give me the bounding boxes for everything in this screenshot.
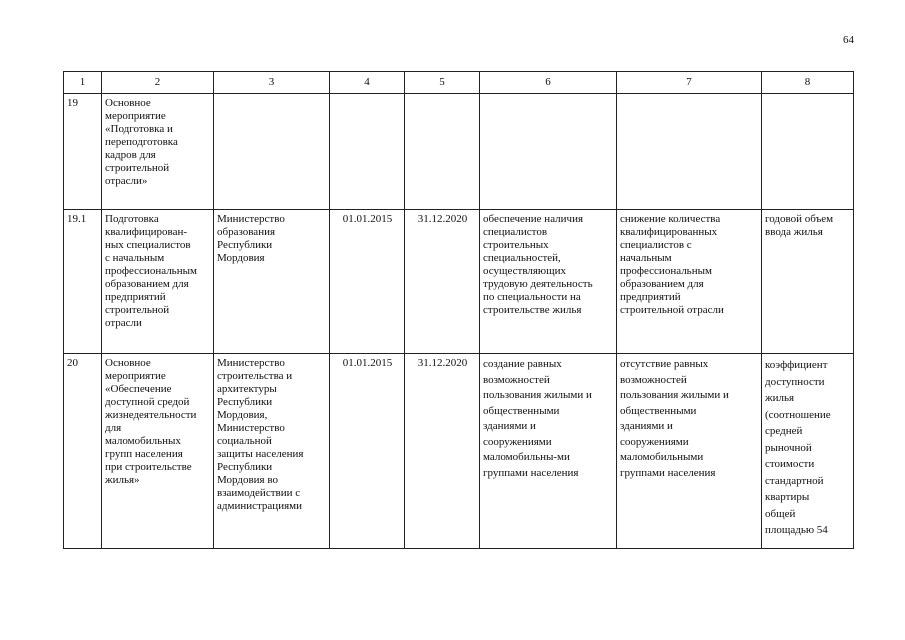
row-number: 20 <box>64 354 102 549</box>
end-date: 31.12.2020 <box>405 354 480 549</box>
expected-result <box>480 94 617 210</box>
expected-result: создание равных возможностей пользования жилыми и общественными зданиями и сооружениями маломобильны-ми группами населения <box>480 354 617 549</box>
table-row <box>64 94 854 210</box>
start-date: 01.01.2015 <box>330 354 405 549</box>
executor: Министерство образования Республики Мордовия <box>214 210 330 354</box>
expected-result: обеспечение наличия специалистов строительных специальностей, осуществляющих трудовую деятельность по специальности на строительстве жилья <box>480 210 617 354</box>
table-row <box>64 354 854 549</box>
end-date: 31.12.2020 <box>405 210 480 354</box>
indicator <box>762 94 854 210</box>
page-number: 64 <box>843 34 854 46</box>
header-cell: 1 <box>64 72 102 94</box>
executor: Министерство строительства и архитектуры Республики Мордовия, Министерство социальной защиты населения Республики Мордовия во взаимодействии с администрациями <box>214 354 330 549</box>
measure-name: Основное мероприятие «Подготовка и переподготовка кадров для строительной отрасли» <box>102 94 214 210</box>
indicator: коэффициент доступности жилья (соотношение средней рыночной стоимости стандартной квартиры общей площадью 54 <box>762 354 854 549</box>
end-date <box>405 94 480 210</box>
header-cell: 4 <box>330 72 405 94</box>
table-row <box>64 210 854 354</box>
header-row <box>64 72 854 94</box>
header-cell: 3 <box>214 72 330 94</box>
program-table <box>63 71 854 549</box>
row-number: 19.1 <box>64 210 102 354</box>
measure-name: Основное мероприятие «Обеспечение доступной средой жизнедеятельности для маломобильных групп населения при строительстве жилья» <box>102 354 214 549</box>
indicator: годовой объем ввода жилья <box>762 210 854 354</box>
row-number: 19 <box>64 94 102 210</box>
start-date: 01.01.2015 <box>330 210 405 354</box>
header-cell: 2 <box>102 72 214 94</box>
non-implementation-consequence <box>617 94 762 210</box>
start-date <box>330 94 405 210</box>
header-cell: 5 <box>405 72 480 94</box>
measure-name: Подготовка квалифицирован- ных специалистов с начальным профессиональным образованием для предприятий строительной отрасли <box>102 210 214 354</box>
executor <box>214 94 330 210</box>
header-cell: 7 <box>617 72 762 94</box>
header-cell: 8 <box>762 72 854 94</box>
non-implementation-consequence: отсутствие равных возможностей пользования жилыми и общественными зданиями и сооружениями маломобильными группами населения <box>617 354 762 549</box>
non-implementation-consequence: снижение количества квалифицированных специалистов с начальным профессиональным образованием для предприятий строительной отрасли <box>617 210 762 354</box>
header-cell: 6 <box>480 72 617 94</box>
